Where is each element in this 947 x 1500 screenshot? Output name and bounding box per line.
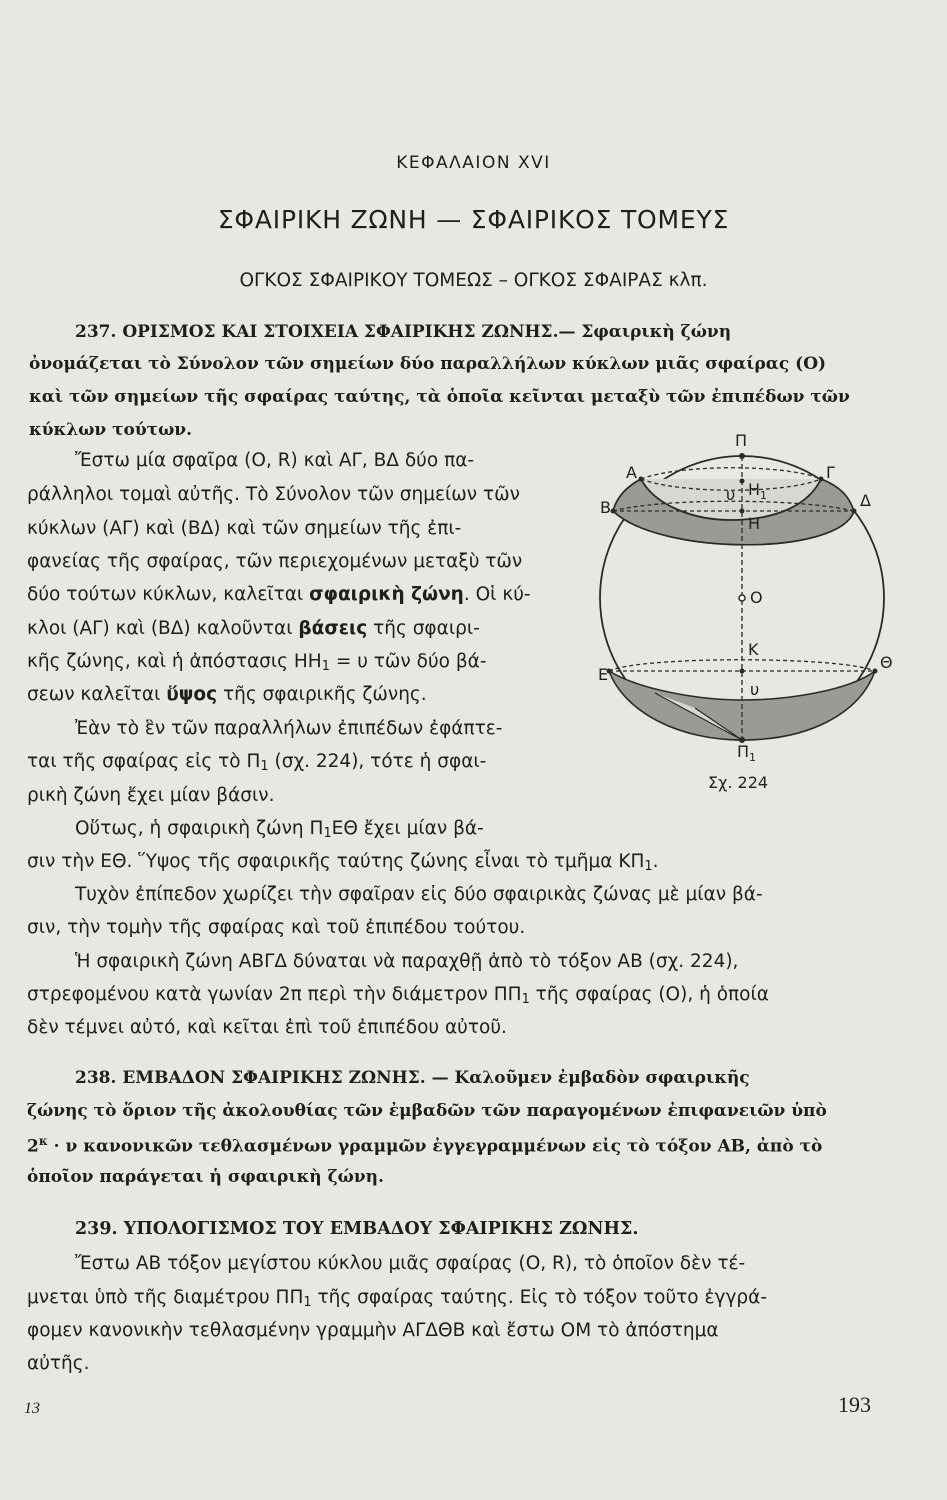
text-run: τῆς σφαίρας ταύτης. Εἰς τὸ τόξον τοῦτο ἐγγρά-: [311, 1287, 768, 1308]
p3-line-2: [27, 751, 486, 774]
point-Th: [873, 669, 878, 674]
p6-line-1: Ἡ σφαιρικὴ ζώνη ΑΒΓΔ δύναται νὰ παραχθῇ ἀπὸ τὸ τόξον ΑΒ (σχ. 224),: [75, 951, 739, 972]
p2-line-2: ράλληλοι τομαὶ αὐτῆς. Τὸ Σύνολον τῶν σημείων τῶν: [27, 484, 520, 505]
p2-line-1: Ἔστω μία σφαῖρα (O, R) καὶ ΑΓ, ΒΔ δύο πα-: [75, 450, 475, 471]
s239-line-4: αὐτῆς.: [27, 1353, 90, 1374]
p2-line-6: [27, 618, 480, 639]
p2-line-3: κύκλων (ΑΓ) καὶ (ΒΔ) καὶ τῶν σημείων τῆς ἐπι-: [27, 518, 462, 539]
p4-line-2: [27, 851, 659, 874]
term-height: ὕψος: [166, 684, 218, 705]
text-run: τῆς σφαιρι-: [367, 618, 480, 639]
point-H: [740, 509, 745, 514]
label-H1: $H_1$: [748, 480, 768, 502]
text-run: (σχ. 224), τότε ἡ σφαι-: [268, 751, 487, 772]
text-run: σεων καλεῖται: [27, 684, 167, 705]
p2-line-4: φανείας τῆς σφαίρας, τῶν περιεχομένων μεταξὺ τῶν: [27, 551, 523, 572]
text-run: τῆς σφαιρικῆς ζώνης.: [217, 684, 427, 705]
label-D: Δ: [860, 491, 871, 510]
text-run: Οὕτως, ἡ σφαιρικὴ ζώνη Π: [75, 818, 324, 839]
s239-heading: 239. ΥΠΟΛΟΓΙΣΜΟΣ ΤΟΥ ΕΜΒΑΔΟΥ ΣΦΑΙΡΙΚΗΣ ΖΩΝΗΣ.: [75, 1219, 639, 1239]
p3-line-1: Ἐὰν τὸ ἓν τῶν παραλλήλων ἐπιπέδων ἐφάπτε-: [75, 718, 503, 739]
text-run: = υ τῶν δύο βά-: [329, 651, 487, 672]
text-run: ται τῆς σφαίρας εἰς τὸ Π: [27, 751, 261, 772]
label-u-bottom: υ: [750, 680, 760, 699]
point-P: [739, 453, 745, 459]
s238-line-2: ζώνης τὸ ὅριον τῆς ἀκολουθίας τῶν ἐμβαδῶν τῶν παραγομένων ἐπιφανειῶν ὑπὸ: [27, 1101, 827, 1121]
text-run: κῆς ζώνης, καὶ ἡ ἀπόστασις ΗΗ: [27, 651, 322, 672]
p4-line-1: [75, 818, 484, 841]
p6-line-2: [27, 984, 769, 1007]
label-P: Π: [735, 431, 748, 450]
spherical-zone-figure: [600, 428, 900, 798]
p2-line-8: [27, 684, 427, 705]
label-P1: $\Pi_1$: [737, 742, 757, 764]
s239-line-3: φομεν κανονικὴν τεθλασμένην γραμμὴν ΑΓΔΘΒ καὶ ἔστω ΟΜ τὸ ἀπόστημα: [27, 1320, 719, 1341]
signature-mark: 13: [24, 1400, 40, 1417]
subscript: 1: [521, 992, 530, 1008]
text-run: · ν κανονικῶν τεθλασμένων γραμμῶν ἐγγεγραμμένων εἰς τὸ τόξον ΑΒ, ἀπὸ τὸ: [47, 1136, 823, 1157]
s239-line-2: [27, 1287, 767, 1310]
s237-line-4: κύκλων τούτων.: [29, 420, 193, 440]
s239-line-1: Ἔστω ΑΒ τόξον μεγίστου κύκλου μιᾶς σφαίρας (O, R), τὸ ὁποῖον δὲν τέ-: [75, 1253, 746, 1274]
text-run: κλοι (ΑΓ) καὶ (ΒΔ) καλοῦνται: [27, 618, 299, 639]
subscript: 1: [644, 859, 653, 875]
chapter-subtitle: ΟΓΚΟΣ ΣΦΑΙΡΙΚΟΥ ΤΟΜΕΩΣ – ΟΓΚΟΣ ΣΦΑΙΡΑΣ κλπ.: [239, 270, 708, 291]
text-run: ΕΘ ἔχει μίαν βά-: [331, 818, 484, 839]
point-D: [852, 509, 857, 514]
term-bases: βάσεις: [298, 618, 368, 639]
point-K: [740, 669, 745, 674]
p5-line-2: σιν, τὴν τομὴν τῆς σφαίρας καὶ τοῦ ἐπιπέδου τούτου.: [27, 917, 526, 938]
text-run: . Οἱ κύ-: [463, 584, 531, 605]
point-B: [611, 509, 616, 514]
text-run: δύο τούτων κύκλων, καλεῖται: [27, 584, 310, 605]
s238-line-4: ὁποῖον παράγεται ἡ σφαιρικὴ ζώνη.: [27, 1167, 384, 1187]
text-run: .: [652, 851, 659, 872]
s238-line-3: [27, 1134, 822, 1157]
label-O: Ο: [750, 588, 763, 607]
label-E: Ε: [598, 665, 609, 684]
subscript: 1: [260, 759, 269, 775]
label-Th: Θ: [880, 653, 893, 672]
point-H1: [740, 479, 745, 484]
s237-line-3: καὶ τῶν σημείων τῆς σφαίρας ταύτης, τὰ ὁποῖα κεῖνται μεταξὺ τῶν ἐπιπέδων τῶν: [29, 387, 850, 407]
label-u-top: υ: [726, 485, 736, 504]
text-run: 2: [27, 1136, 39, 1157]
figure-caption: Σχ. 224: [708, 773, 769, 792]
p2-line-5: [27, 584, 531, 605]
subscript: 1: [303, 1295, 312, 1311]
point-G: [819, 477, 824, 482]
label-H: Η: [748, 514, 761, 533]
label-A: Α: [626, 463, 637, 482]
s237-line-2: ὀνομάζεται τὸ Σύνολον τῶν σημείων δύο παραλλήλων κύκλων μιᾶς σφαίρας (Ο): [29, 354, 827, 374]
p3-line-3: ρικὴ ζώνη ἔχει μίαν βάσιν.: [27, 785, 275, 806]
label-B: Β: [600, 498, 611, 517]
subscript: 1: [323, 826, 332, 842]
label-G: Γ: [826, 463, 835, 482]
s237-line-1: 237. ΟΡΙΣΜΟΣ ΚΑΙ ΣΤΟΙΧΕΙΑ ΣΦΑΙΡΙΚΗΣ ΖΩΝΗΣ.— Σφαιρικὴ ζώνη: [75, 322, 732, 342]
p6-line-3: δὲν τέμνει αὐτό, καὶ κεῖται ἐπὶ τοῦ ἐπιπέδου αὐτοῦ.: [27, 1017, 507, 1038]
point-O: [739, 595, 745, 601]
s238-line-1: 238. ΕΜΒΑΔΟΝ ΣΦΑΙΡΙΚΗΣ ΖΩΝΗΣ. — Καλοῦμεν ἐμβαδὸν σφαιρικῆς: [75, 1068, 750, 1088]
text-run: μνεται ὑπὸ τῆς διαμέτρου ΠΠ: [27, 1287, 304, 1308]
chapter-title: ΣΦΑΙΡΙΚΗ ΖΩΝΗ — ΣΦΑΙΡΙΚΟΣ ΤΟΜΕΥΣ: [217, 205, 730, 234]
text-run: τῆς σφαίρας (Ο), ἡ ὁποία: [529, 984, 769, 1005]
superscript: κ: [38, 1134, 48, 1148]
text-run: σιν τὴν ΕΘ. Ὕψος τῆς σφαιρικῆς ταύτης ζώνης εἶναι τὸ τμῆμα ΚΠ: [27, 851, 645, 872]
text-run: στρεφομένου κατὰ γωνίαν 2π περὶ τὴν διάμετρον ΠΠ: [27, 984, 522, 1005]
chapter-label: ΚΕΦΑΛΑΙΟΝ XVI: [396, 153, 551, 173]
page-number: 193: [838, 1392, 871, 1417]
p5-line-1: Τυχὸν ἐπίπεδον χωρίζει τὴν σφαῖραν εἰς δύο σφαιρικὰς ζώνας μὲ μίαν βά-: [75, 884, 763, 905]
term-spherical-zone: σφαιρικὴ ζώνη: [309, 584, 464, 605]
point-A: [639, 477, 644, 482]
subscript: 1: [321, 659, 330, 675]
p2-line-7: [27, 651, 487, 674]
label-K: Κ: [748, 640, 759, 659]
